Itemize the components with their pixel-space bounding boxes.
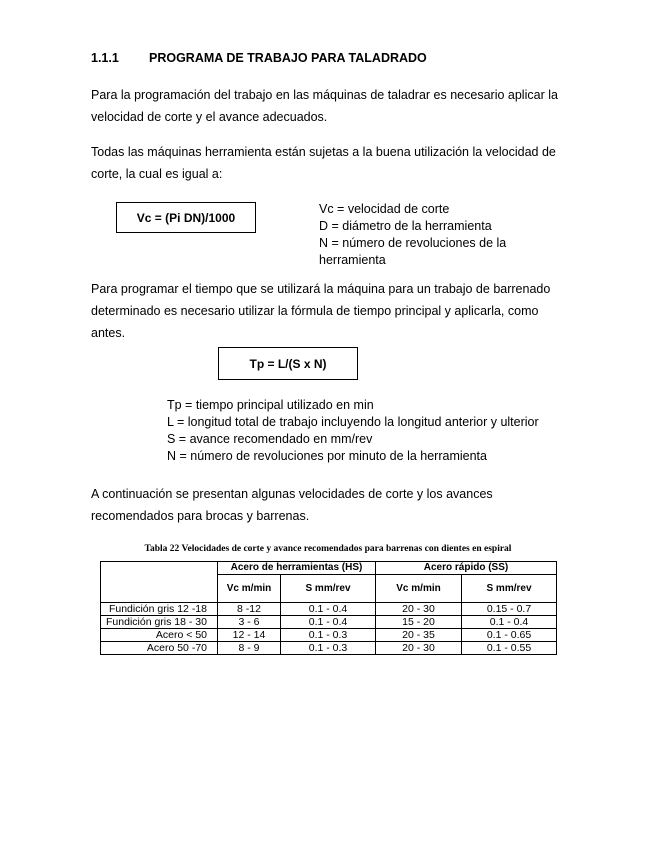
table-cell: 0.1 - 0.4	[281, 603, 376, 616]
table-row	[101, 642, 557, 655]
table-cell: 12 - 14	[218, 629, 281, 642]
section-number: 1.1.1	[91, 51, 119, 65]
definition-tp: Tp = tiempo principal utilizado en min	[167, 398, 374, 412]
definition-s: S = avance recomendado en mm/rev	[167, 432, 373, 446]
table-corner-cell	[101, 562, 218, 603]
table-cell: 0.1 - 0.3	[281, 642, 376, 655]
table-row	[101, 616, 557, 629]
table-cell: 15 - 20	[376, 616, 462, 629]
sub-header-ss-s: S mm/rev	[462, 575, 557, 603]
table-row	[101, 603, 557, 616]
table-cell: 0.1 - 0.3	[281, 629, 376, 642]
sub-header-hs-s: S mm/rev	[281, 575, 376, 603]
cutting-speed-paragraph: Todas las máquinas herramienta están sujetas a la buena utilización la velocidad de corte, la cual es igual a:	[91, 145, 556, 181]
table-cell: 3 - 6	[218, 616, 281, 629]
main-time-expression: Tp = L/(S x N)	[249, 356, 327, 371]
table-cell: 20 - 35	[376, 629, 462, 642]
main-time-definitions	[167, 397, 567, 465]
table-cell: 20 - 30	[376, 603, 462, 616]
time-paragraph: Para programar el tiempo que se utilizará la máquina para un trabajo de barrenado determinado es necesario utilizar la fórmula de tiempo principal y aplicarla, como antes.	[91, 282, 551, 340]
row-label: Acero < 50	[101, 629, 218, 642]
cutting-speed-definitions	[319, 201, 539, 269]
cutting-speed-expression: Vc = (Pi DN)/1000	[136, 210, 236, 225]
group-header-ss: Acero rápido (SS)	[376, 562, 557, 575]
table-cell: 0.1 - 0.4	[462, 616, 557, 629]
sub-header-ss-vc: Vc m/min	[376, 575, 462, 603]
table-cell: 8 - 9	[218, 642, 281, 655]
table-cell: 20 - 30	[376, 642, 462, 655]
table-cell: 0.1 - 0.55	[462, 642, 557, 655]
definition-vc: Vc = velocidad de corte	[319, 202, 450, 216]
definition-n: N = número de revoluciones de la herramienta	[319, 236, 507, 267]
cutting-speed-formula	[116, 202, 256, 233]
table-cell: 8 -12	[218, 603, 281, 616]
definition-n-rpm: N = número de revoluciones por minuto de la herramienta	[167, 449, 487, 463]
row-label: Fundición gris 12 -18	[101, 603, 218, 616]
group-header-hs: Acero de herramientas (HS)	[218, 562, 376, 575]
row-label: Fundición gris 18 - 30	[101, 616, 218, 629]
cutting-speed-table	[100, 561, 557, 655]
section-title: PROGRAMA DE TRABAJO PARA TALADRADO	[149, 51, 427, 65]
table-row	[101, 629, 557, 642]
main-time-formula	[218, 347, 358, 380]
sub-header-hs-vc: Vc m/min	[218, 575, 281, 603]
table-cell: 0.15 - 0.7	[462, 603, 557, 616]
table-cell: 0.1 - 0.4	[281, 616, 376, 629]
definition-d: D = diámetro de la herramienta	[319, 219, 492, 233]
row-label: Acero 50 -70	[101, 642, 218, 655]
table-group-header-row	[101, 562, 557, 575]
definition-l: L = longitud total de trabajo incluyendo la longitud anterior y ulterior	[167, 415, 539, 429]
table-intro-paragraph: A continuación se presentan algunas velocidades de corte y los avances recomendados para brocas y barrenas.	[91, 487, 493, 523]
intro-paragraph: Para la programación del trabajo en las máquinas de taladrar es necesario aplicar la velocidad de corte y el avance adecuados.	[91, 88, 558, 124]
table-cell: 0.1 - 0.65	[462, 629, 557, 642]
section-heading	[91, 51, 427, 65]
table-caption: Tabla 22 Velocidades de corte y avance recomendados para barrenas con dientes en espiral	[144, 544, 512, 554]
